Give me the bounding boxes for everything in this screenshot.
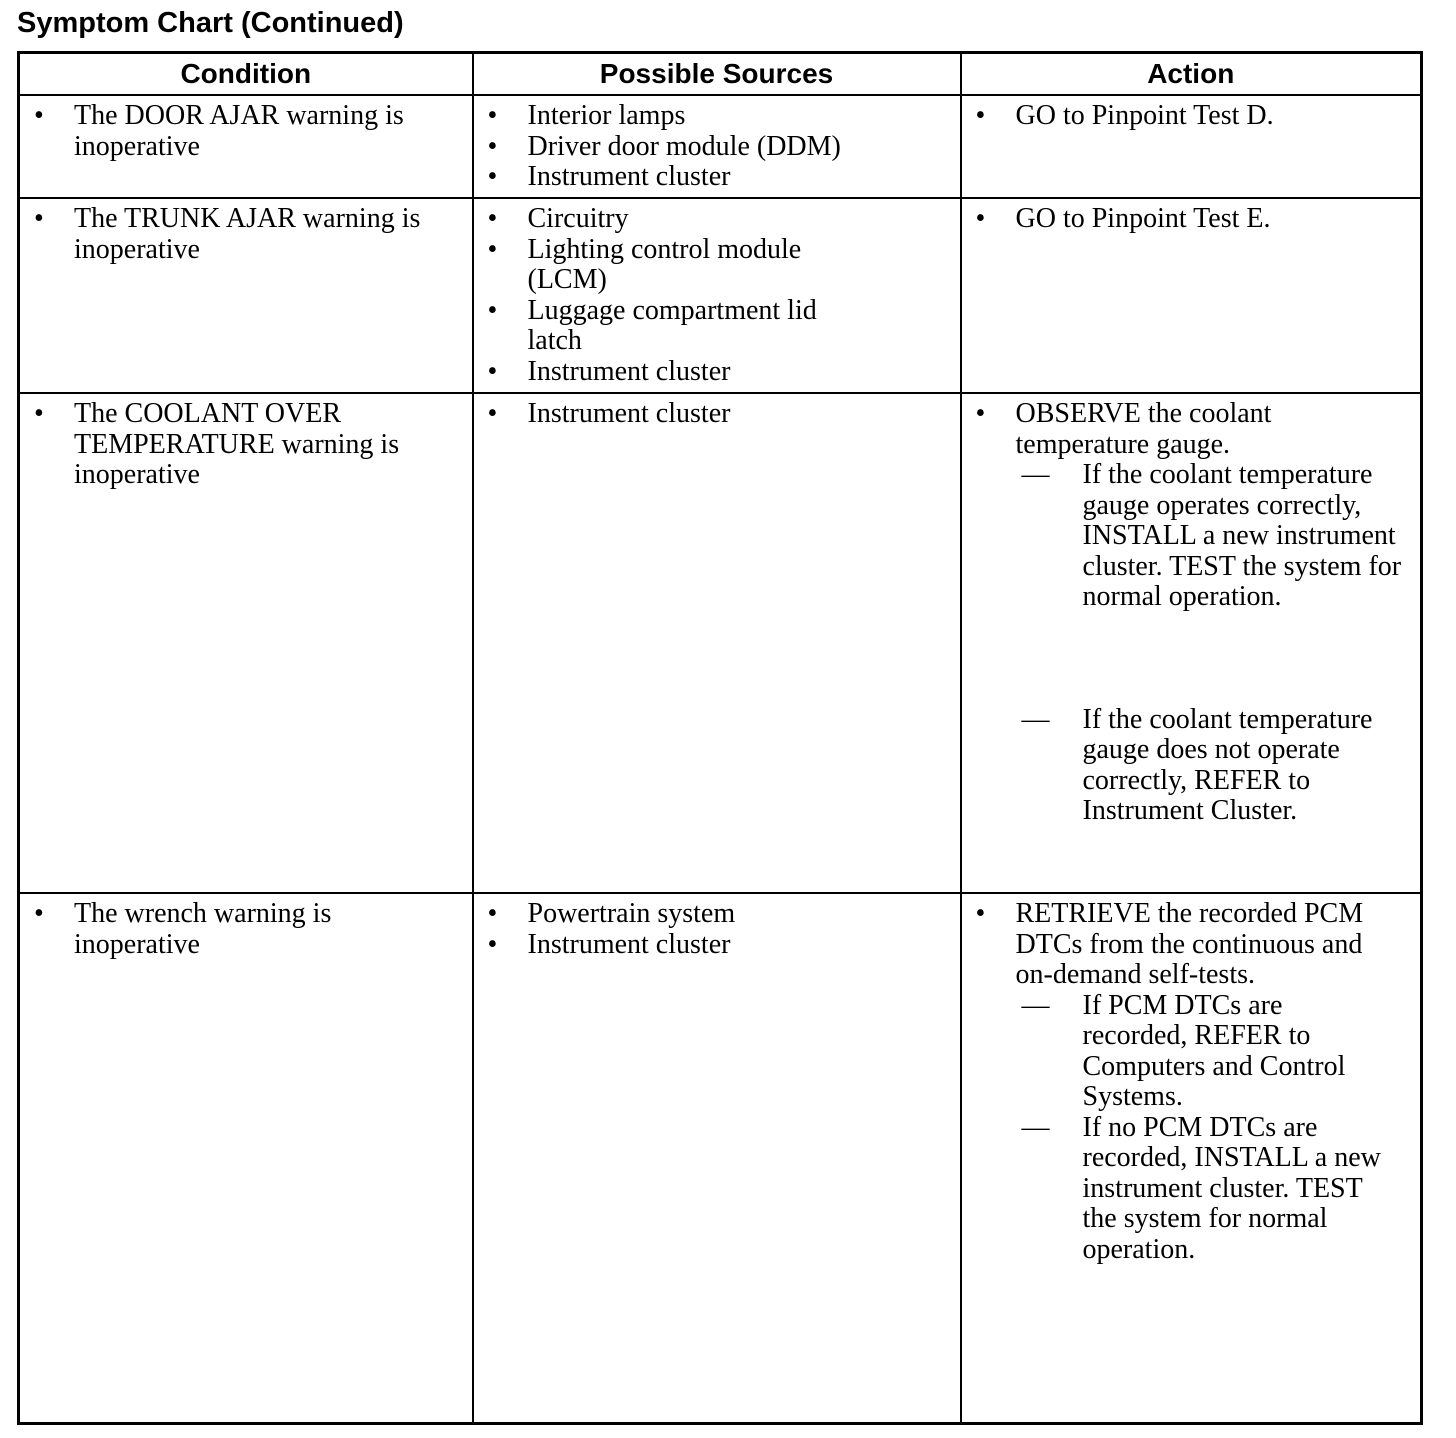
- condition-text: • The COOLANT OVER TEMPERATURE warning is inoperative: [20, 399, 472, 491]
- condition-text: • The wrench warning is inoperative: [20, 899, 472, 960]
- action-main: • GO to Pinpoint Test D.: [962, 101, 1421, 132]
- source-item: • Instrument cluster: [474, 399, 960, 430]
- action-sub-item: — If the coolant temperature gauge operates correctly, INSTALL a new instrument cluster. TEST the system for normal operation.: [962, 460, 1421, 613]
- sources-cell: [473, 198, 961, 393]
- condition-header: Condition: [19, 53, 473, 96]
- action-cell: [961, 95, 1422, 198]
- source-item: • Instrument cluster: [474, 357, 960, 388]
- action-sub-item: — If no PCM DTCs are recorded, INSTALL a new instrument cluster. TEST the system for normal operation.: [962, 1113, 1421, 1266]
- action-main: • GO to Pinpoint Test E.: [962, 204, 1421, 235]
- condition-text: • The TRUNK AJAR warning is inoperative: [20, 204, 472, 265]
- sources-cell: [473, 893, 961, 1424]
- action-sub-item: — If PCM DTCs are recorded, REFER to Computers and Control Systems.: [962, 991, 1421, 1113]
- action-main: • OBSERVE the coolant temperature gauge.: [962, 399, 1421, 460]
- action-header: Action: [961, 53, 1422, 96]
- source-item: • Luggage compartment lid latch: [474, 296, 960, 357]
- sources-cell: [473, 393, 961, 893]
- condition-cell: [19, 95, 473, 198]
- source-item: • Powertrain system: [474, 899, 960, 930]
- condition-cell: [19, 393, 473, 893]
- action-main: • RETRIEVE the recorded PCM DTCs from the continuous and on-demand self-tests.: [962, 899, 1421, 991]
- source-item: • Driver door module (DDM): [474, 132, 960, 163]
- action-sub-item: — If the coolant temperature gauge does not operate correctly, REFER to Instrument Cluster.: [962, 705, 1421, 827]
- possible-sources-header: Possible Sources: [473, 53, 961, 96]
- source-item: • Instrument cluster: [474, 930, 960, 961]
- action-cell: [961, 893, 1422, 1424]
- source-item: • Circuitry: [474, 204, 960, 235]
- condition-cell: [19, 198, 473, 393]
- table-row: [19, 95, 1422, 198]
- page-title: Symptom Chart (Continued): [17, 7, 404, 39]
- condition-cell: [19, 893, 473, 1424]
- sources-cell: [473, 95, 961, 198]
- source-item: • Lighting control module (LCM): [474, 235, 960, 296]
- table-row: [19, 893, 1422, 1424]
- action-cell: [961, 393, 1422, 893]
- action-cell: [961, 198, 1422, 393]
- table-row: [19, 393, 1422, 893]
- symptom-chart-table: [17, 51, 1423, 1425]
- header-row: [19, 53, 1422, 96]
- source-item: • Instrument cluster: [474, 162, 960, 193]
- source-item: • Interior lamps: [474, 101, 960, 132]
- table-row: [19, 198, 1422, 393]
- condition-text: • The DOOR AJAR warning is inoperative: [20, 101, 472, 162]
